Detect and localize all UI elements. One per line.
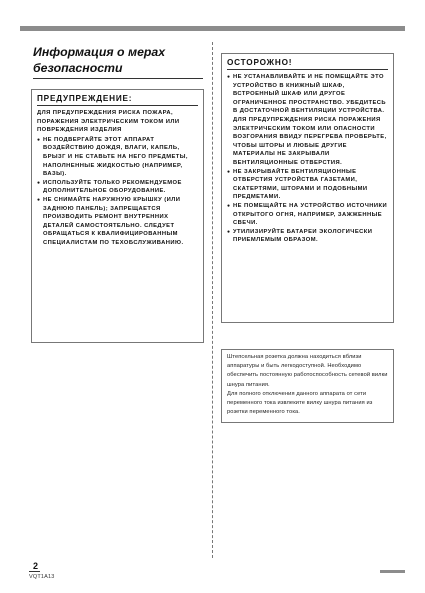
- warning-heading-rule: [37, 105, 198, 106]
- title-underline: [33, 78, 203, 79]
- header-bar: [20, 26, 405, 31]
- warning-item: ● ИСПОЛЬЗУЙТЕ ТОЛЬКО РЕКОМЕНДУЕМОЕ ДОПОЛНИТЕЛЬНОЕ ОБОРУДОВАНИЕ.: [37, 179, 198, 196]
- warning-box: [31, 89, 204, 343]
- caution-heading-rule: [227, 69, 388, 70]
- footer-rule: [29, 571, 40, 572]
- caution-box: [221, 53, 394, 323]
- caution-item: ● НЕ ПОМЕЩАЙТЕ НА УСТРОЙСТВО ИСТОЧНИКИ ОТКРЫТОГО ОГНЯ, НАПРИМЕР, ЗАЖЖЕННЫЕ СВЕЧИ.: [227, 202, 388, 228]
- doc-code: VQT1A13: [29, 574, 55, 580]
- page-title: Информация о мерах безопасности: [33, 45, 166, 75]
- caution-heading: ОСТОРОЖНО!: [227, 58, 293, 67]
- warning-intro: ДЛЯ ПРЕДУПРЕЖДЕНИЯ РИСКА ПОЖАРА, ПОРАЖЕНИЯ ЭЛЕКТРИЧЕСКИМ ТОКОМ ИЛИ ПОВРЕЖДЕНИЯ ИЗДЕЛИЯ: [37, 110, 180, 134]
- caution-item: ● УТИЛИЗИРУЙТЕ БАТАРЕИ ЭКОЛОГИЧЕСКИ ПРИЕМЛЕМЫМ ОБРАЗОМ.: [227, 228, 388, 245]
- note-paragraph: Для полного отключения данного аппарата от сети переменного тока извлеките вилку шнура питания из розетки переменного тока.: [227, 390, 373, 416]
- column-divider: [212, 42, 213, 558]
- warning-heading: ПРЕДУПРЕЖДЕНИЕ:: [37, 94, 133, 103]
- caution-item: ● НЕ УСТАНАВЛИВАЙТЕ И НЕ ПОМЕЩАЙТЕ ЭТО УСТРОЙСТВО В КНИЖНЫЙ ШКАФ, ВСТРОЕННЫЙ ШКАФ ИЛИ ДРУГОЕ ОГРАНИЧЕННОЕ ПРОСТРАНСТВО. УБЕДИТЕСЬ В ДОСТАТОЧНОЙ ВЕНТИЛЯЦИИ УСТРОЙСТВА. ДЛЯ ПРЕДУПРЕЖДЕНИЯ РИСКА ПОРАЖЕНИЯ ЭЛЕКТРИЧЕСКИМ ТОКОМ ИЛИ ОПАСНОСТИ ВОЗГОРАНИЯ ВВИДУ ПЕРЕГРЕВА ПРОВЕРЬТЕ, ЧТОБЫ ШТОРЫ И ЛЮБЫЕ ДРУГИЕ МАТЕРИАЛЫ НЕ ЗАКРЫВАЛИ ВЕНТИЛЯЦИОННЫЕ ОТВЕРСТИЯ.: [227, 73, 388, 168]
- footer-bar: [380, 570, 405, 573]
- power-note-box: [221, 349, 394, 423]
- page-number: 2: [33, 561, 39, 571]
- warning-item: ● НЕ ПОДВЕРГАЙТЕ ЭТОТ АППАРАТ ВОЗДЕЙСТВИЮ ДОЖДЯ, ВЛАГИ, КАПЕЛЬ, БРЫЗГ И НЕ СТАВЬТЕ НА НЕГО ПРЕДМЕТЫ, НАПОЛНЕННЫЕ ЖИДКОСТЬЮ (НАПРИМЕР, ВАЗЫ).: [37, 136, 198, 179]
- caution-list: [227, 73, 388, 245]
- warning-item: ● НЕ СНИМАЙТЕ НАРУЖНУЮ КРЫШКУ (ИЛИ ЗАДНЮЮ ПАНЕЛЬ); ЗАПРЕЩАЕТСЯ ПРОИЗВОДИТЬ РЕМОНТ ВНУТРЕННИХ ДЕТАЛЕЙ САМОСТОЯТЕЛЬНО. СЛЕДУЕТ ОБРАЩАТЬСЯ К КВАЛИФИЦИРОВАННЫМ СПЕЦИАЛИСТАМ ПО ТЕХОБСЛУЖИВАНИЮ.: [37, 196, 198, 248]
- warning-list: [37, 136, 198, 248]
- caution-item: ● НЕ ЗАКРЫВАЙТЕ ВЕНТИЛЯЦИОННЫЕ ОТВЕРСТИЯ УСТРОЙСТВА ГАЗЕТАМИ, СКАТЕРТЯМИ, ШТОРАМИ И ПОДОБНЫМИ ПРЕДМЕТАМИ.: [227, 168, 388, 202]
- note-paragraph: Штепсельная розетка должна находиться вблизи аппаратуры и быть легкодоступной. Необходимо обеспечить постоянную работоспособность сетевой вилки шнура питания.: [227, 354, 388, 388]
